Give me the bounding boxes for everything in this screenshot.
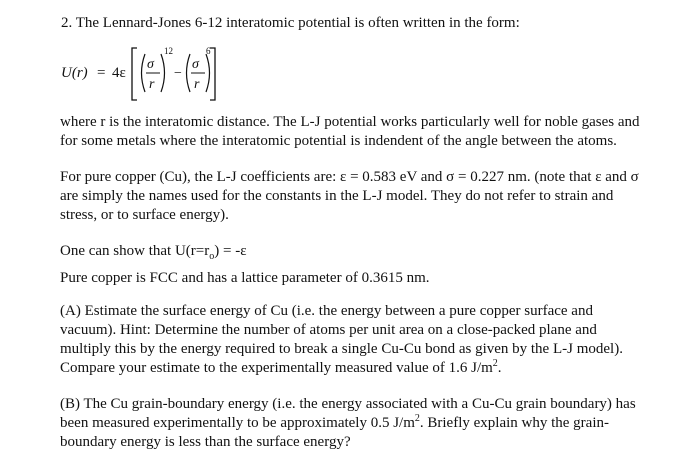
superscript: 2 (414, 413, 420, 424)
text-line: multiply this by the energy required to break a single Cu-Cu bond as given by the L-J model). (60, 341, 623, 357)
text-line: are simply the names used for the constants in the L-J model. They do not refer to strain and (60, 188, 614, 204)
text-line: where r is the interatomic distance. The L-J potential works particularly well for noble gases and (60, 114, 640, 130)
text-span: ) = -ε (214, 243, 247, 259)
eq-sigma-2: σ (192, 57, 199, 72)
eq-exponent-6: 6 (206, 46, 211, 56)
text-span: . (497, 360, 502, 376)
paragraph-lattice-parameter: Pure copper is FCC and has a lattice parameter of 0.3615 nm. (60, 270, 430, 286)
eq-equals: = (97, 65, 106, 81)
paragraph-question-a (60, 302, 660, 378)
text-line (60, 359, 660, 378)
eq-r-1: r (149, 77, 155, 92)
paragraph-definition (60, 113, 660, 151)
text-line: For pure copper (Cu), the L-J coefficients are: ε = 0.583 eV and σ = 0.227 nm. (note that ε and σ (60, 169, 639, 185)
text-line: stress, or to surface energy). (60, 207, 229, 223)
eq-paren-open-2 (187, 54, 191, 92)
text-line: (A) Estimate the surface energy of Cu (i.e. the energy between a pure copper surface and (60, 303, 593, 319)
text-span: One can show that U(r=r (60, 243, 210, 259)
paragraph-potential-minimum (60, 242, 660, 261)
text-line: boundary energy is less than the surface energy? (60, 434, 351, 450)
eq-exponent-12: 12 (164, 46, 173, 56)
eq-sigma-1: σ (147, 57, 154, 72)
text-line: (B) The Cu grain-boundary energy (i.e. the energy associated with a Cu-Cu grain boundary) has (60, 396, 636, 412)
superscript: 2 (492, 358, 498, 369)
paragraph-copper-coefficients (60, 168, 660, 225)
text-span: Compare your estimate to the experimentally measured value of 1.6 J/m (60, 360, 493, 376)
eq-lhs: U(r) (61, 65, 88, 81)
text-line: vacuum). Hint: Determine the number of atoms per unit area on a close-packed plane and (60, 322, 597, 338)
text-span: been measured experimentally to be approximately 0.5 J/m (60, 415, 415, 431)
lennard-jones-equation (60, 36, 260, 108)
eq-r-2: r (194, 77, 200, 92)
paragraph-question-b (60, 395, 660, 452)
eq-paren-close-2 (206, 54, 210, 92)
subscript: o (209, 251, 215, 262)
text-line (60, 414, 660, 433)
problem-heading: 2. The Lennard-Jones 6-12 interatomic potential is often written in the form: (61, 15, 520, 31)
eq-right-bracket (210, 48, 215, 100)
eq-paren-close-1 (161, 54, 165, 92)
text-span: . Briefly explain why the grain- (419, 415, 610, 431)
eq-left-bracket (132, 48, 137, 100)
eq-paren-open-1 (142, 54, 146, 92)
text-line: for some metals where the interatomic potential is indendent of the angle between the atoms. (60, 133, 617, 149)
eq-minus: − (174, 66, 182, 81)
eq-coefficient: 4ε (112, 65, 126, 81)
